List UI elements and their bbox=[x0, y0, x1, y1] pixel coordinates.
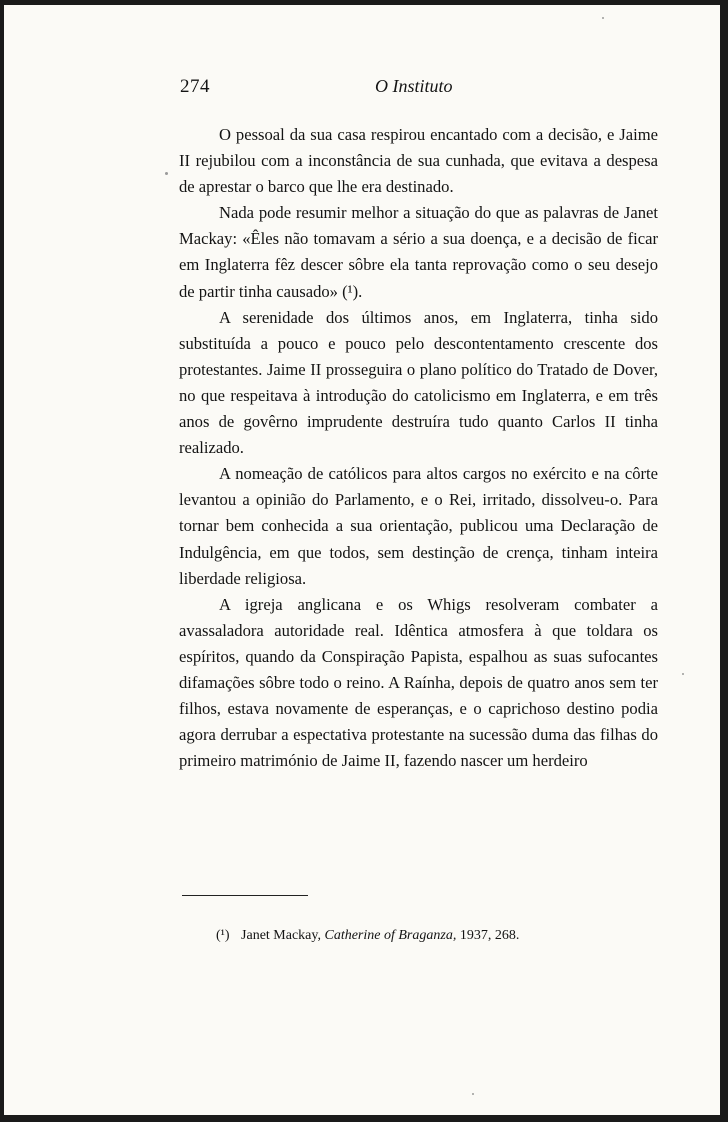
dust-speck bbox=[165, 172, 168, 175]
paragraph: A igreja anglicana e os Whigs resolveram combater a avassaladora autoridade real. Idêntica atmosfera à que toldara os espíritos, quando da Conspiração Papista, espalhou as suas sufocantes difamações sôbre todo o reino. A Raínha, depois de quatro anos sem ter filhos, estava novamente de esperanças, e o caprichoso destino podia agora derrubar a espectativa protestante na sucessão duma das filhas do primeiro matrimónio de Jaime II, fazendo nascer um herdeiro bbox=[179, 594, 658, 771]
footnote-marker: (¹) bbox=[216, 928, 230, 943]
paragraph: Nada pode resumir melhor a situação do que as palavras de Janet Mackay: «Êles não tomavam a sério a sua doença, e a decisão de ficar em Inglaterra fêz descer sôbre ela tanta reprovação como o seu desejo de partir tinha causado» (¹). bbox=[179, 203, 658, 301]
page-number: 274 bbox=[180, 76, 210, 97]
footnote-author: Janet Mackay, bbox=[241, 928, 321, 943]
dust-speck bbox=[682, 673, 684, 675]
footnote-divider bbox=[182, 895, 308, 896]
running-title: O Instituto bbox=[375, 76, 453, 96]
paragraph: A serenidade dos últimos anos, em Inglaterra, tinha sido substituída a pouco e pouco pelo descontentamento crescente dos protestantes. Jaime II prosseguira o plano político do Tratado de Dover, no que respeitava à introdução do catolicismo em Inglaterra, e em três anos de govêrno imprudente destruíra tudo quanto Carlos II tinha realizado. bbox=[179, 307, 658, 458]
footnote-title: Catherine of Braganza, bbox=[324, 928, 457, 943]
book-page bbox=[4, 5, 720, 1115]
footnote-details: 1937, 268. bbox=[459, 928, 520, 943]
paragraph: O pessoal da sua casa respirou encantado com a decisão, e Jaime II rejubilou com a inconstância de sua cunhada, que evitava a despesa de aprestar o barco que lhe era destinado. bbox=[179, 125, 658, 197]
footnote bbox=[216, 928, 519, 944]
body-text bbox=[179, 122, 658, 774]
page-header bbox=[180, 76, 656, 100]
paragraph: A nomeação de católicos para altos cargos no exército e na côrte levantou a opinião do Parlamento, e o Rei, irritado, dissolveu-o. Para tornar bem conhecida a sua orientação, publicou uma Declaração de Indulgência, em que todos, sem destinção de crença, tinham inteira liberdade religiosa. bbox=[179, 464, 658, 588]
dust-speck bbox=[602, 17, 604, 19]
dust-speck bbox=[472, 1093, 474, 1095]
